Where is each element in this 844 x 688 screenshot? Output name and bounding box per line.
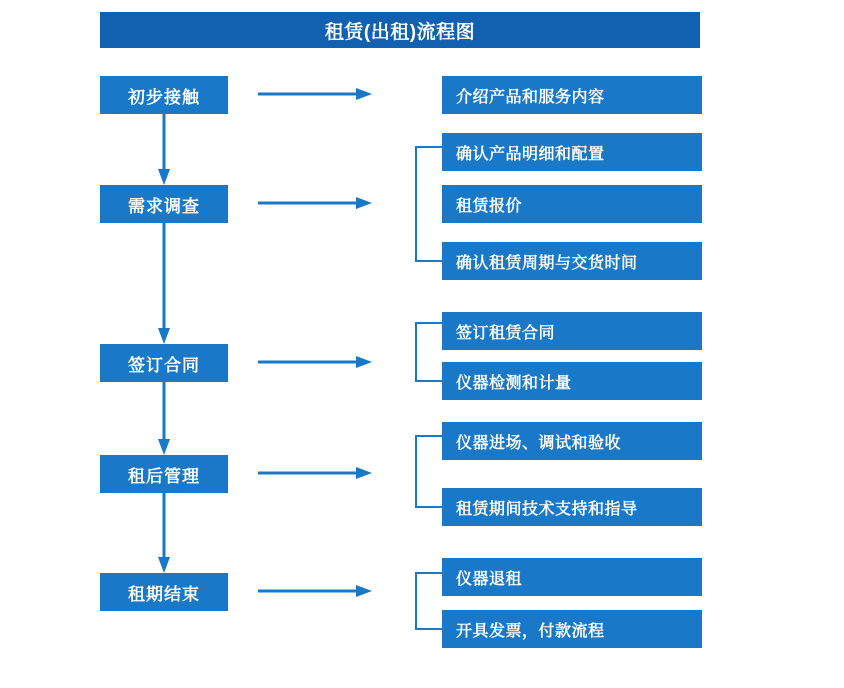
arrow-to-intro-icon [258,87,372,101]
arrow-to-aftercare-group-icon [258,466,372,480]
detail-box-instrument-return[interactable]: 仪器退租 [442,558,702,596]
detail-box-confirm-period-delivery[interactable]: 确认租赁周期与交货时间 [442,242,702,280]
bracket-contract-group-icon [414,322,444,382]
detail-box-invoice-payment[interactable]: 开具发票，付款流程 [442,610,702,648]
detail-box-introduce-products[interactable]: 介绍产品和服务内容 [442,76,702,114]
bracket-aftercare-group-icon [414,435,444,508]
stage-box-rental-end[interactable]: 租期结束 [100,573,228,611]
stage-box-post-rental-management[interactable]: 租后管理 [100,455,228,493]
stage-box-initial-contact[interactable]: 初步接触 [100,76,228,114]
arrow-to-contract-group-icon [258,355,372,369]
bracket-end-group-icon [414,572,444,630]
arrow-survey-to-contract-icon [157,223,171,344]
page-title: 租赁(出租)流程图 [100,12,700,48]
arrow-aftercare-to-end-icon [157,493,171,573]
detail-box-confirm-spec[interactable]: 确认产品明细和配置 [442,133,702,171]
arrow-to-survey-group-icon [258,196,372,210]
detail-box-sign-rental-contract[interactable]: 签订租赁合同 [442,312,702,350]
stage-box-needs-survey[interactable]: 需求调查 [100,185,228,223]
detail-box-rental-quote[interactable]: 租赁报价 [442,185,702,223]
detail-box-instrument-inspection[interactable]: 仪器检测和计量 [442,362,702,400]
arrow-to-end-group-icon [258,584,372,598]
detail-box-technical-support[interactable]: 租赁期间技术支持和指导 [442,488,702,526]
bracket-survey-group-icon [414,146,444,262]
detail-box-instrument-onsite-acceptance[interactable]: 仪器进场、调试和验收 [442,422,702,460]
arrow-contact-to-survey-icon [157,114,171,185]
arrow-contract-to-aftercare-icon [157,382,171,455]
stage-box-sign-contract[interactable]: 签订合同 [100,344,228,382]
